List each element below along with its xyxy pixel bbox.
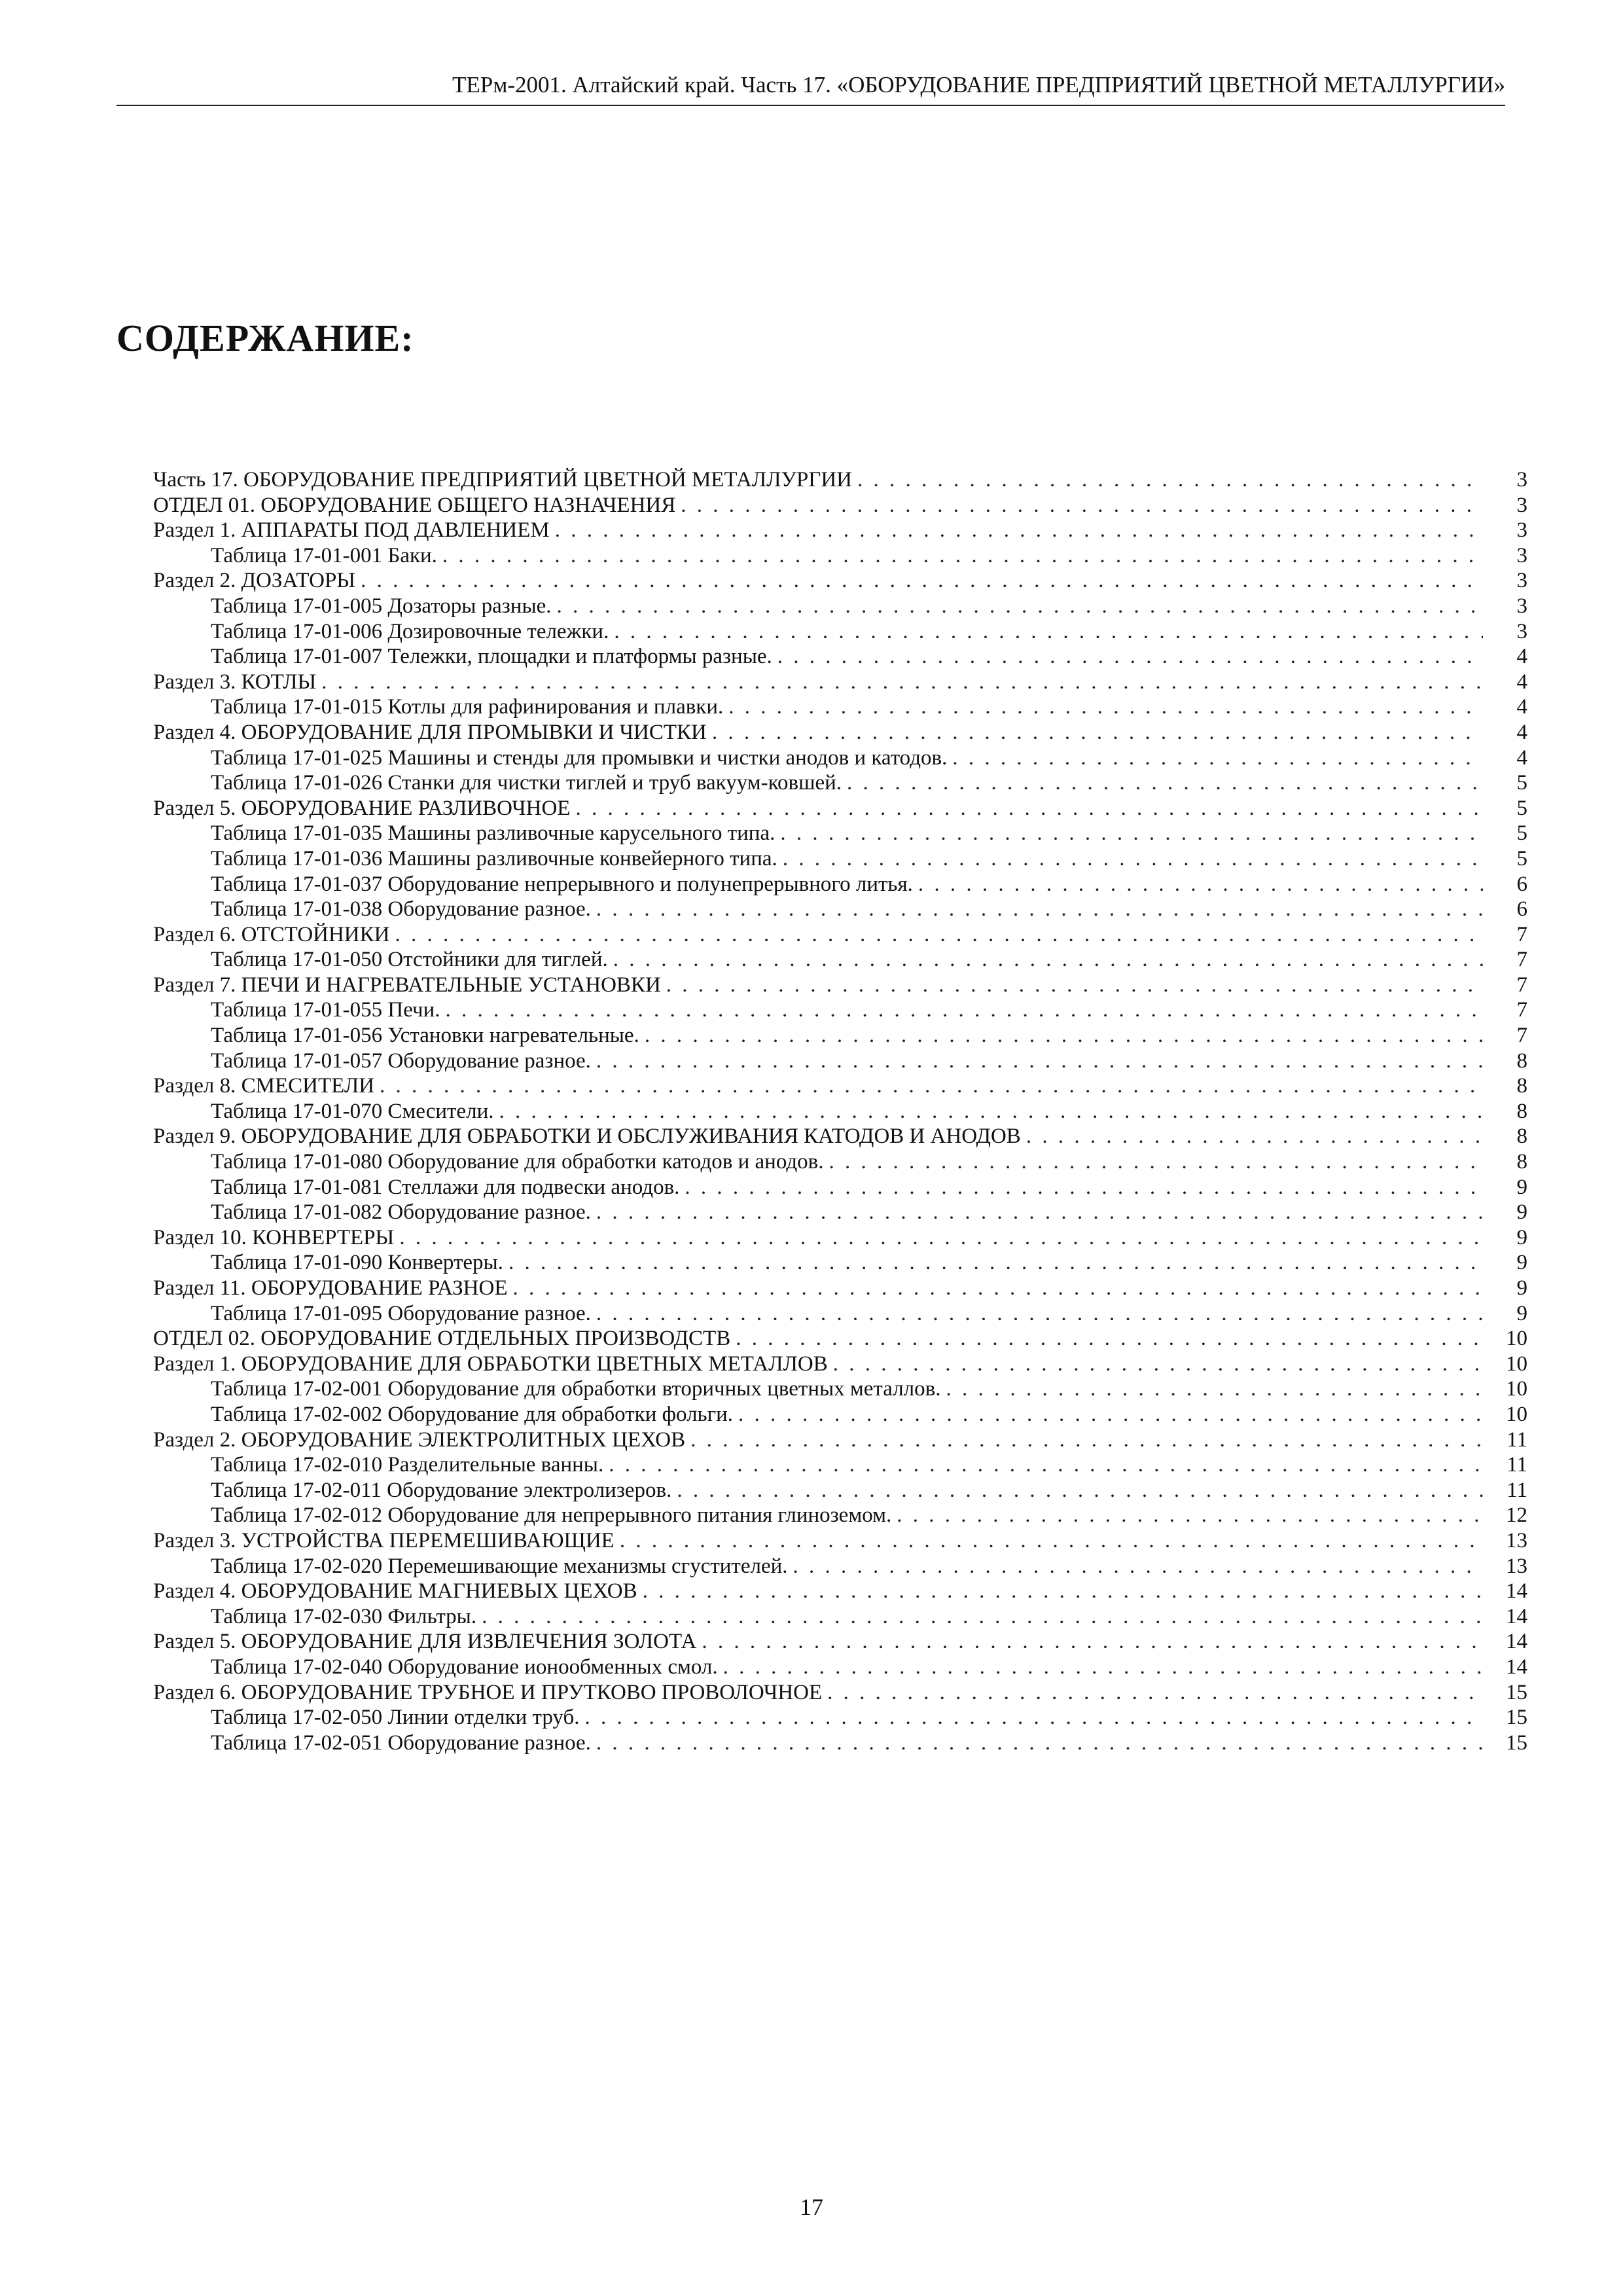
toc-leader-dots	[685, 1175, 1483, 1200]
toc-table-entry	[153, 543, 1527, 569]
toc-section-entry	[153, 1124, 1527, 1149]
toc-entry-page: 3	[1516, 468, 1527, 492]
toc-leader-dots	[780, 821, 1483, 846]
toc-table-entry	[153, 821, 1527, 846]
toc-leader-dots	[596, 1200, 1483, 1225]
toc-leader-dots	[738, 1402, 1483, 1427]
toc-table-entry	[153, 897, 1527, 922]
toc-leader-dots	[442, 543, 1483, 569]
toc-leader-dots	[677, 1478, 1483, 1503]
toc-table-entry	[153, 1503, 1527, 1528]
toc-entry-page: 12	[1506, 1503, 1527, 1528]
toc-leader-dots	[399, 1225, 1483, 1251]
toc-entry-label: Таблица 17-01-050 Отстойники для тиглей.	[211, 948, 608, 972]
toc-table-entry	[153, 1705, 1527, 1731]
toc-section-entry	[153, 922, 1527, 948]
toc-entry-label: Таблица 17-01-037 Оборудование непрерывного и полунепрерывного литья.	[211, 872, 913, 896]
toc-leader-dots	[499, 1099, 1483, 1124]
toc-section-entry	[153, 467, 1527, 493]
toc-leader-dots	[596, 1301, 1483, 1327]
toc-entry-page: 8	[1516, 1074, 1527, 1098]
toc-leader-dots	[620, 1528, 1483, 1554]
toc-section-entry	[153, 568, 1527, 594]
toc-section-entry	[153, 1276, 1527, 1301]
toc-entry-page: 4	[1516, 695, 1527, 719]
toc-entry-label: Таблица 17-01-035 Машины разливочные карусельного типа.	[211, 821, 776, 846]
toc-entry-label: Раздел 4. ОБОРУДОВАНИЕ МАГНИЕВЫХ ЦЕХОВ	[153, 1579, 637, 1604]
toc-leader-dots	[897, 1503, 1483, 1528]
toc-entry-label: Раздел 11. ОБОРУДОВАНИЕ РАЗНОЕ	[153, 1276, 508, 1300]
toc-entry-label: Таблица 17-02-011 Оборудование электролизеров.	[211, 1478, 672, 1502]
toc-entry-page: 8	[1516, 1049, 1527, 1073]
toc-entry-page: 14	[1506, 1655, 1527, 1679]
toc-entry-page: 14	[1506, 1630, 1527, 1654]
running-header: ТЕРм-2001. Алтайский край. Часть 17. «ОБОРУДОВАНИЕ ПРЕДПРИЯТИЙ ЦВЕТНОЙ МЕТАЛЛУРГИИ»	[452, 72, 1505, 98]
toc-table-entry	[153, 1655, 1527, 1680]
toc-table-entry	[153, 644, 1527, 670]
toc-entry-page: 7	[1516, 998, 1527, 1022]
toc-entry-label: Таблица 17-01-007 Тележки, площадки и платформы разные.	[211, 645, 772, 669]
toc-leader-dots	[557, 594, 1483, 619]
toc-leader-dots	[1026, 1124, 1483, 1149]
toc-table-entry	[153, 1250, 1527, 1276]
toc-entry-label: Раздел 2. ДОЗАТОРЫ	[153, 569, 356, 593]
toc-leader-dots	[777, 644, 1483, 670]
toc-entry-page: 15	[1506, 1680, 1527, 1704]
toc-leader-dots	[666, 973, 1483, 998]
page-title: СОДЕРЖАНИЕ:	[116, 317, 414, 359]
toc-leader-dots	[614, 619, 1483, 645]
toc-leader-dots	[728, 694, 1483, 720]
toc-entry-label: Раздел 4. ОБОРУДОВАНИЕ ДЛЯ ПРОМЫВКИ И ЧИСТКИ	[153, 720, 707, 744]
toc-entry-label: Таблица 17-01-015 Котлы для рафинирования и плавки.	[211, 695, 724, 719]
toc-table-entry	[153, 619, 1527, 645]
toc-entry-page: 9	[1516, 1200, 1527, 1225]
toc-entry-page: 5	[1516, 846, 1527, 870]
toc-section-entry	[153, 1073, 1527, 1099]
toc-entry-label: Раздел 5. ОБОРУДОВАНИЕ ДЛЯ ИЗВЛЕЧЕНИЯ ЗОЛОТА	[153, 1630, 697, 1654]
toc-entry-page: 9	[1516, 1276, 1527, 1300]
toc-section-entry	[153, 1326, 1527, 1352]
toc-entry-label: Таблица 17-02-010 Разделительные ванны.	[211, 1453, 604, 1477]
toc-entry-page: 11	[1507, 1453, 1527, 1477]
toc-entry-label: Таблица 17-01-080 Оборудование для обработки катодов и анодов.	[211, 1150, 824, 1174]
toc-entry-label: Таблица 17-01-036 Машины разливочные конвейерного типа.	[211, 846, 777, 870]
toc-entry-label: Таблица 17-01-026 Станки для чистки тиглей и труб вакуум-ковшей.	[211, 771, 842, 795]
toc-section-entry	[153, 1352, 1527, 1377]
toc-leader-dots	[946, 1376, 1483, 1402]
toc-entry-page: 13	[1506, 1528, 1527, 1552]
toc-table-entry	[153, 1604, 1527, 1630]
toc-section-entry	[153, 1225, 1527, 1251]
toc-table-entry	[153, 1478, 1527, 1503]
toc-section-entry	[153, 1680, 1527, 1706]
toc-entry-page: 15	[1506, 1706, 1527, 1730]
toc-entry-label: Раздел 1. ОБОРУДОВАНИЕ ДЛЯ ОБРАБОТКИ ЦВЕТНЫХ МЕТАЛЛОВ	[153, 1352, 828, 1376]
toc-entry-label: Таблица 17-01-090 Конвертеры.	[211, 1251, 503, 1275]
toc-entry-label: Раздел 10. КОНВЕРТЕРЫ	[153, 1225, 395, 1249]
toc-entry-page: 9	[1516, 1301, 1527, 1325]
toc-entry-label: Раздел 3. КОТЛЫ	[153, 670, 317, 694]
toc-entry-label: Раздел 1. АППАРАТЫ ПОД ДАВЛЕНИЕМ	[153, 518, 550, 543]
toc-entry-page: 5	[1516, 821, 1527, 846]
toc-entry-label: Раздел 5. ОБОРУДОВАНИЕ РАЗЛИВОЧНОЕ	[153, 796, 571, 820]
toc-leader-dots	[609, 1452, 1483, 1478]
toc-entry-page: 10	[1506, 1352, 1527, 1376]
toc-entry-page: 8	[1516, 1150, 1527, 1174]
toc-leader-dots	[681, 493, 1483, 518]
toc-entry-page: 7	[1516, 973, 1527, 997]
toc-leader-dots	[918, 872, 1483, 897]
toc-entry-label: Таблица 17-01-057 Оборудование разное.	[211, 1049, 591, 1073]
toc-leader-dots	[857, 467, 1483, 493]
toc-entry-page: 3	[1516, 493, 1527, 517]
toc-entry-label: Таблица 17-02-002 Оборудование для обработки фольги.	[211, 1402, 734, 1426]
toc-entry-page: 9	[1516, 1175, 1527, 1199]
toc-leader-dots	[736, 1326, 1483, 1352]
toc-leader-dots	[596, 897, 1483, 922]
toc-table-entry	[153, 1023, 1527, 1049]
toc-entry-label: ОТДЕЛ 01. ОБОРУДОВАНИЕ ОБЩЕГО НАЗНАЧЕНИЯ	[153, 493, 676, 517]
toc-entry-label: Раздел 8. СМЕСИТЕЛИ	[153, 1074, 375, 1098]
toc-entry-page: 3	[1516, 619, 1527, 643]
toc-section-entry	[153, 493, 1527, 518]
toc-entry-label: Таблица 17-01-070 Смесители.	[211, 1099, 494, 1123]
toc-entry-page: 4	[1516, 645, 1527, 669]
toc-entry-label: Таблица 17-01-038 Оборудование разное.	[211, 897, 591, 922]
toc-table-entry	[153, 1402, 1527, 1427]
toc-leader-dots	[508, 1250, 1483, 1276]
toc-entry-page: 10	[1506, 1327, 1527, 1351]
toc-entry-label: Таблица 17-01-025 Машины и стенды для промывки и чистки анодов и катодов.	[211, 745, 948, 770]
toc-entry-page: 7	[1516, 1024, 1527, 1048]
toc-table-entry	[153, 1099, 1527, 1124]
toc-table-entry	[153, 1452, 1527, 1478]
toc-table-entry	[153, 997, 1527, 1023]
toc-entry-label: Раздел 7. ПЕЧИ И НАГРЕВАТЕЛЬНЫЕ УСТАНОВКИ	[153, 973, 661, 997]
toc-entry-page: 8	[1516, 1124, 1527, 1149]
toc-section-entry	[153, 1629, 1527, 1655]
toc-table-entry	[153, 1149, 1527, 1175]
toc-entry-page: 3	[1516, 518, 1527, 543]
toc-table-entry	[153, 1554, 1527, 1579]
toc-entry-label: Раздел 3. УСТРОЙСТВА ПЕРЕМЕШИВАЮЩИЕ	[153, 1528, 615, 1552]
toc-entry-label: Таблица 17-01-095 Оборудование разное.	[211, 1301, 591, 1325]
toc-entry-page: 5	[1516, 796, 1527, 820]
toc-table-entry	[153, 947, 1527, 973]
toc-table-entry	[153, 1301, 1527, 1327]
toc-entry-label: Раздел 2. ОБОРУДОВАНИЕ ЭЛЕКТРОЛИТНЫХ ЦЕХОВ	[153, 1427, 686, 1452]
toc-entry-label: Таблица 17-02-050 Линии отделки труб.	[211, 1706, 580, 1730]
header-rule	[116, 105, 1505, 106]
toc-section-entry	[153, 1579, 1527, 1604]
toc-leader-dots	[596, 1049, 1483, 1074]
toc-leader-dots	[723, 1655, 1483, 1680]
toc-entry-label: Таблица 17-02-020 Перемешивающие механизмы сгустителей.	[211, 1554, 788, 1578]
toc-entry-page: 10	[1506, 1377, 1527, 1401]
toc-entry-page: 13	[1506, 1554, 1527, 1578]
toc-entry-page: 15	[1506, 1731, 1527, 1755]
toc-table-entry	[153, 872, 1527, 897]
toc-leader-dots	[645, 1023, 1483, 1049]
toc-entry-page: 11	[1507, 1427, 1527, 1452]
toc-leader-dots	[555, 518, 1483, 543]
toc-leader-dots	[321, 670, 1483, 695]
toc-table-entry	[153, 1376, 1527, 1402]
toc-table-entry	[153, 846, 1527, 872]
toc-leader-dots	[482, 1604, 1483, 1630]
toc-section-entry	[153, 1528, 1527, 1554]
toc-entry-page: 14	[1506, 1604, 1527, 1628]
toc-section-entry	[153, 518, 1527, 543]
toc-entry-page: 11	[1507, 1478, 1527, 1502]
toc-entry-label: Таблица 17-01-005 Дозаторы разные.	[211, 594, 552, 618]
toc-leader-dots	[596, 1731, 1483, 1756]
toc-leader-dots	[827, 1680, 1483, 1706]
toc-entry-page: 10	[1506, 1402, 1527, 1426]
toc-section-entry	[153, 720, 1527, 745]
toc-leader-dots	[712, 720, 1483, 745]
toc-entry-label: Таблица 17-01-055 Печи.	[211, 998, 440, 1022]
toc-entry-label: Таблица 17-02-051 Оборудование разное.	[211, 1731, 591, 1755]
toc-leader-dots	[690, 1427, 1483, 1453]
toc-leader-dots	[793, 1554, 1483, 1579]
toc-leader-dots	[585, 1705, 1483, 1731]
toc-table-entry	[153, 594, 1527, 619]
toc-entry-label: Таблица 17-02-040 Оборудование ионообменных смол.	[211, 1655, 718, 1679]
toc-entry-label: Таблица 17-01-056 Установки нагревательные.	[211, 1024, 639, 1048]
toc-entry-label: Раздел 9. ОБОРУДОВАНИЕ ДЛЯ ОБРАБОТКИ И ОБСЛУЖИВАНИЯ КАТОДОВ И АНОДОВ	[153, 1124, 1021, 1149]
toc-table-entry	[153, 1731, 1527, 1756]
toc-entry-page: 4	[1516, 670, 1527, 694]
toc-entry-label: Раздел 6. ОБОРУДОВАНИЕ ТРУБНОЕ И ПРУТКОВО ПРОВОЛОЧНОЕ	[153, 1680, 823, 1704]
toc-leader-dots	[952, 745, 1483, 771]
toc-entry-page: 5	[1516, 771, 1527, 795]
toc-leader-dots	[446, 997, 1483, 1023]
toc-entry-label: Таблица 17-01-082 Оборудование разное.	[211, 1200, 591, 1225]
toc-leader-dots	[613, 947, 1483, 973]
toc-table-entry	[153, 1175, 1527, 1200]
toc-entry-page: 4	[1516, 720, 1527, 744]
toc-leader-dots	[783, 846, 1483, 872]
toc-entry-label: Таблица 17-02-012 Оборудование для непрерывного питания глиноземом.	[211, 1503, 892, 1528]
toc-entry-label: Раздел 6. ОТСТОЙНИКИ	[153, 922, 390, 946]
toc-entry-page: 3	[1516, 543, 1527, 567]
toc-entry-page: 7	[1516, 948, 1527, 972]
toc-entry-label: Таблица 17-01-081 Стеллажи для подвески анодов.	[211, 1175, 680, 1199]
toc-leader-dots	[643, 1579, 1483, 1604]
toc-entry-page: 14	[1506, 1579, 1527, 1604]
toc-section-entry	[153, 796, 1527, 821]
toc-leader-dots	[380, 1073, 1483, 1099]
toc-leader-dots	[575, 796, 1483, 821]
toc-entry-page: 7	[1516, 922, 1527, 946]
toc-entry-page: 6	[1516, 872, 1527, 896]
toc-table-entry	[153, 1200, 1527, 1225]
toc-entry-page: 6	[1516, 897, 1527, 922]
toc-table-entry	[153, 745, 1527, 771]
toc-leader-dots	[847, 770, 1483, 796]
toc-entry-label: ОТДЕЛ 02. ОБОРУДОВАНИЕ ОТДЕЛЬНЫХ ПРОИЗВОДСТВ	[153, 1327, 731, 1351]
toc-leader-dots	[395, 922, 1484, 948]
toc-entry-page: 9	[1516, 1251, 1527, 1275]
toc-entry-page: 3	[1516, 569, 1527, 593]
toc-entry-page: 3	[1516, 594, 1527, 618]
toc-table-entry	[153, 694, 1527, 720]
toc-entry-label: Часть 17. ОБОРУДОВАНИЕ ПРЕДПРИЯТИЙ ЦВЕТНОЙ МЕТАЛЛУРГИИ	[153, 468, 853, 492]
toc-section-entry	[153, 1427, 1527, 1453]
toc-leader-dots	[702, 1629, 1483, 1655]
toc-section-entry	[153, 670, 1527, 695]
toc-entry-page: 8	[1516, 1099, 1527, 1123]
toc-leader-dots	[361, 568, 1483, 594]
toc-table-entry	[153, 1049, 1527, 1074]
toc-entry-label: Таблица 17-01-001 Баки.	[211, 543, 437, 567]
toc-entry-label: Таблица 17-02-001 Оборудование для обработки вторичных цветных металлов.	[211, 1377, 941, 1401]
toc-entry-label: Таблица 17-02-030 Фильтры.	[211, 1604, 477, 1628]
table-of-contents	[153, 467, 1527, 1755]
page-number: 17	[800, 2194, 823, 2220]
toc-leader-dots	[833, 1352, 1483, 1377]
toc-entry-page: 9	[1516, 1225, 1527, 1249]
toc-leader-dots	[829, 1149, 1484, 1175]
toc-leader-dots	[513, 1276, 1484, 1301]
toc-table-entry	[153, 770, 1527, 796]
toc-section-entry	[153, 973, 1527, 998]
toc-entry-label: Таблица 17-01-006 Дозировочные тележки.	[211, 619, 609, 643]
toc-entry-page: 4	[1516, 745, 1527, 770]
